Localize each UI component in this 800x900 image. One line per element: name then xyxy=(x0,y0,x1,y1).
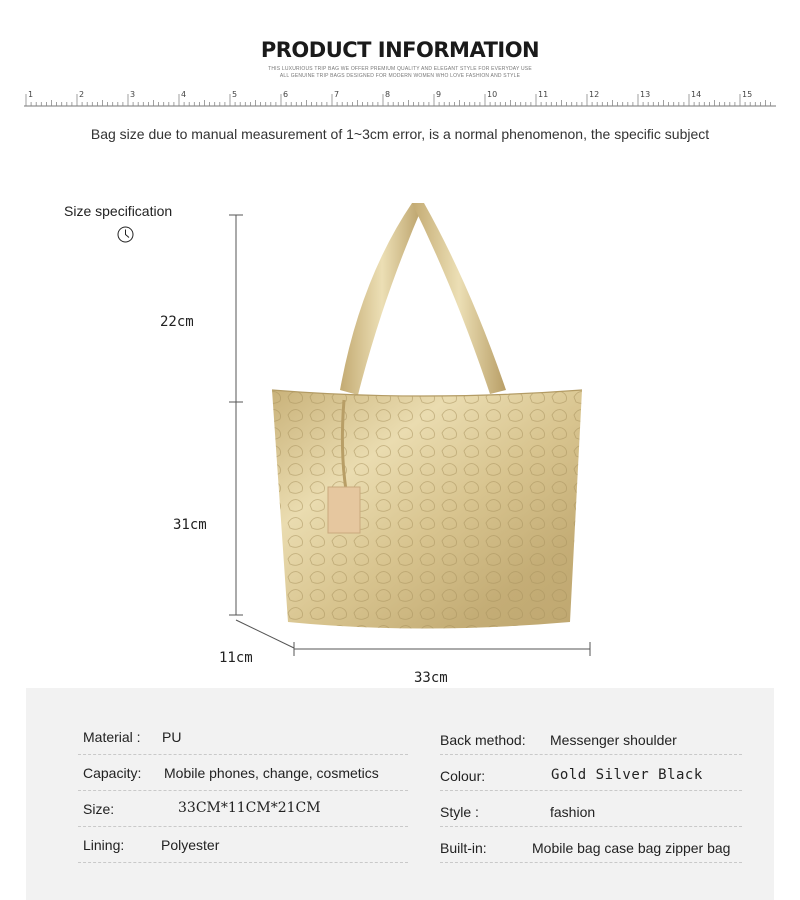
ruler-label: 1 xyxy=(28,90,34,99)
ruler-label: 8 xyxy=(385,90,391,99)
material-value: PU xyxy=(162,729,182,745)
divider xyxy=(78,826,408,827)
built-in-label: Built-in: xyxy=(440,840,487,856)
divider xyxy=(78,754,408,755)
tiny-caption-line-1: THIS LUXURIOUS TRIP BAG WE OFFER PREMIUM QUALITY AND ELEGANT STYLE FOR EVERYDAY USE xyxy=(268,66,532,72)
ruler-label: 15 xyxy=(742,90,753,99)
style-label: Style : xyxy=(440,804,479,820)
divider xyxy=(440,754,742,755)
page-title: PRODUCT INFORMATION xyxy=(260,38,540,62)
dimension-label-depth: 11cm xyxy=(219,650,253,666)
built-in-value: Mobile bag case bag zipper bag xyxy=(532,840,731,856)
material-label: Material : xyxy=(83,729,141,745)
divider xyxy=(440,826,742,827)
size-value: 33CM*11CM*21CM xyxy=(178,800,321,816)
back-method-value: Messenger shoulder xyxy=(550,732,677,748)
ruler-label: 2 xyxy=(79,90,85,99)
ruler-label: 5 xyxy=(232,90,238,99)
back-method-label: Back method: xyxy=(440,732,526,748)
divider xyxy=(440,790,742,791)
size-label: Size: xyxy=(83,801,115,817)
ruler-graphic xyxy=(24,92,776,112)
tiny-caption-line-2: ALL GENUINE TRIP BAGS DESIGNED FOR MODERN WOMEN WHO LOVE FASHION AND STYLE xyxy=(279,73,521,79)
measuring-ruler xyxy=(24,92,776,112)
lining-value: Polyester xyxy=(161,837,220,853)
ruler-label: 14 xyxy=(691,90,702,99)
style-value: fashion xyxy=(550,804,596,820)
dimension-label-top: 22cm xyxy=(160,314,194,330)
bag-strap-left xyxy=(340,203,424,395)
bag-strap-right xyxy=(412,203,506,394)
ruler-label: 13 xyxy=(640,90,651,99)
ruler-label: 12 xyxy=(589,90,600,99)
ruler-label: 11 xyxy=(538,90,549,99)
dimension-label-middle: 31cm xyxy=(173,517,207,533)
divider xyxy=(78,862,408,863)
size-spec-label: Size specification xyxy=(64,203,173,219)
bag-illustration xyxy=(0,190,800,670)
ruler-label: 9 xyxy=(436,90,442,99)
capacity-value: Mobile phones, change, cosmetics xyxy=(164,765,379,781)
ruler-label: 6 xyxy=(283,90,289,99)
colour-label: Colour: xyxy=(440,768,486,784)
measurement-notice: Bag size due to manual measurement of 1~3cm error, is a normal phenomenon, the specific subject xyxy=(90,126,710,142)
dimension-label-width: 33cm xyxy=(414,670,448,686)
capacity-label: Capacity: xyxy=(83,765,142,781)
ruler-label: 10 xyxy=(487,90,498,99)
colour-value: Gold Silver Black xyxy=(551,767,703,783)
lining-label: Lining: xyxy=(83,837,125,853)
bag-tag xyxy=(328,487,360,533)
ruler-label: 7 xyxy=(334,90,340,99)
divider xyxy=(440,862,742,863)
divider xyxy=(78,790,408,791)
product-spec-panel xyxy=(26,688,774,900)
ruler-label: 3 xyxy=(130,90,136,99)
ruler-label: 4 xyxy=(181,90,187,99)
